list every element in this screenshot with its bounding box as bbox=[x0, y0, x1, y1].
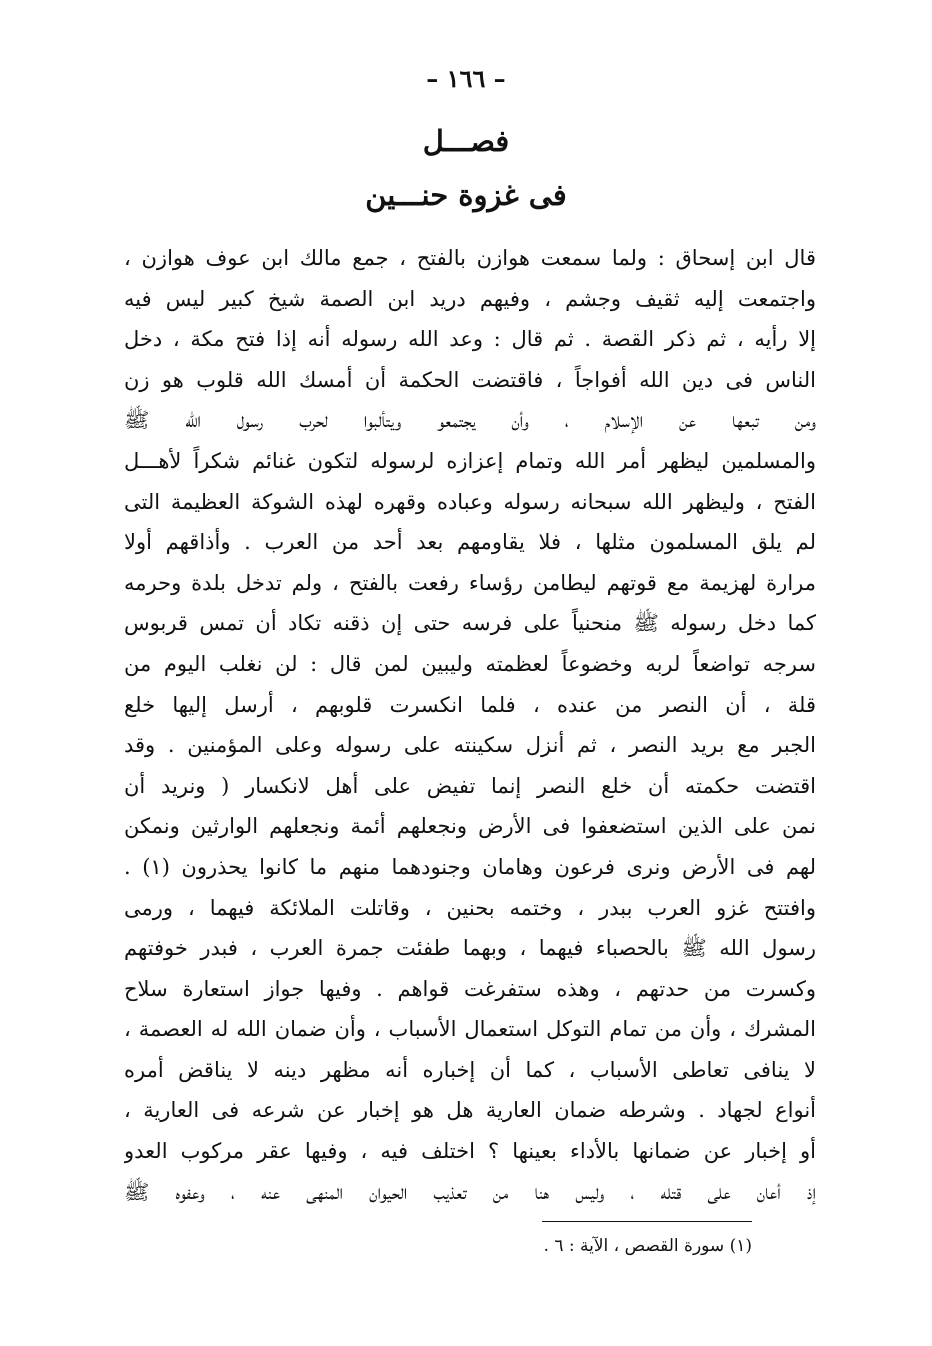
text-line: قلة ، أن النصر من عنده ، فلما انكسرت قلوبهم ، أرسل إليها خلع bbox=[124, 692, 816, 717]
text-line: لم يلق المسلمون مثلها ، فلا يقاومهم بعد أحد من العرب . وأذاقهم أولا bbox=[124, 530, 816, 555]
text-line: اقتضت حكمته أن خلع النصر إنما تفيض على أهل لانكسار ( ونريد أن bbox=[124, 773, 816, 798]
text-line: مرارة لهزيمة مع قوتهم ليطامن رؤساء رفعت بالفتح ، ولم تدخل بلدة وحرمه bbox=[124, 570, 816, 595]
text-line: رسول الله ﷺ بالحصباء فيهما ، وبهما طفئت جمرة العرب ، فبدر خوفتهم bbox=[124, 936, 816, 961]
text-line: أنواع لجهاد . وشرطه ضمان العارية هل هو إخبار عن شرعه فى العارية ، bbox=[124, 1098, 816, 1123]
text-line: وافتتح غزو العرب ببدر ، وختمه بحنين ، وقاتلت الملائكة فيهما ، ورمى bbox=[124, 895, 816, 920]
text-line: سرجه تواضعاً لربه وخضوعاً لعظمته وليبين لمن قال : لن نغلب اليوم من bbox=[124, 651, 816, 676]
section-title: فصـــل bbox=[422, 124, 510, 158]
section-subtitle: فى غزوة حنـــين bbox=[365, 178, 567, 212]
text-line: قال ابن إسحاق : ولما سمعت هوازن بالفتح ، جمع مالك ابن عوف هوازن ، bbox=[124, 246, 816, 270]
text-line: ومن تبعها عن الإسلام ، وأن يجتمعو ويتألبوا لحرب رسول الله ﷺ bbox=[124, 408, 816, 433]
text-line: كما دخل رسوله ﷺ منحنياً على فرسه حتى إن ذقنه تكاد أن تمس قربوس bbox=[124, 611, 816, 636]
text-line: لهم فى الأرض ونرى فرعون وهامان وجنودهما منهم ما كانوا يحذرون (١) . bbox=[124, 854, 816, 879]
text-line: المشرك ، وأن من تمام التوكل استعمال الأسباب ، وأن ضمان الله له العصمة ، bbox=[124, 1017, 816, 1042]
page-number: – ١٦٦ – bbox=[426, 64, 506, 93]
text-line: إلا رأيه ، ثم ذكر القصة . ثم قال : وعد الله رسوله أنه إذا فتح مكة ، دخل bbox=[124, 327, 816, 352]
footnote-divider bbox=[542, 1221, 752, 1222]
text-line: لا ينافى تعاطى الأسباب ، كما أن إخباره أنه مظهر دينه لا يناقض أمره bbox=[124, 1057, 816, 1082]
text-line: والمسلمين ليظهر أمر الله وتمام إعزازه لرسوله لتكون غنائم شكراً لأهـــل bbox=[124, 448, 816, 473]
text-line: وكسرت من حدتهم ، وهذه ستفرغت قواهم . وفيها جواز استعارة سلاح bbox=[124, 976, 816, 1001]
text-line: أو إخبار عن ضمانها بالأداء بعينها ؟ اختلف فيه ، وفيها عقر مركوب العدو bbox=[124, 1139, 816, 1164]
footnote: (١) سورة القصص ، الآية : ٦ . bbox=[543, 1236, 752, 1256]
text-line: نمن على الذين استضعفوا فى الأرض ونجعلهم أئمة ونجعلهم الوارثين ونمكن bbox=[124, 814, 816, 839]
text-line: الناس فى دين الله أفواجاً ، فاقتضت الحكمة أن أمسك الله قلوب هو زن bbox=[124, 367, 816, 392]
body-text bbox=[124, 238, 816, 1212]
text-line: الفتح ، وليظهر الله سبحانه رسوله وعباده وقهره لهذه الشوكة العظيمة التى bbox=[124, 489, 816, 514]
text-line: الجبر مع بريد النصر ، ثم أنزل سكينته على رسوله وعلى المؤمنين . وقد bbox=[124, 733, 816, 758]
text-line: واجتمعت إليه ثقيف وجشم ، وفيهم دريد ابن الصمة شيخ كبير ليس فيه bbox=[124, 286, 816, 311]
text-line: إذ أعان على قتله ، وليس هنا من تعذيب الحيوان المنهى عنه ، وعفوه ﷺ bbox=[124, 1179, 816, 1204]
